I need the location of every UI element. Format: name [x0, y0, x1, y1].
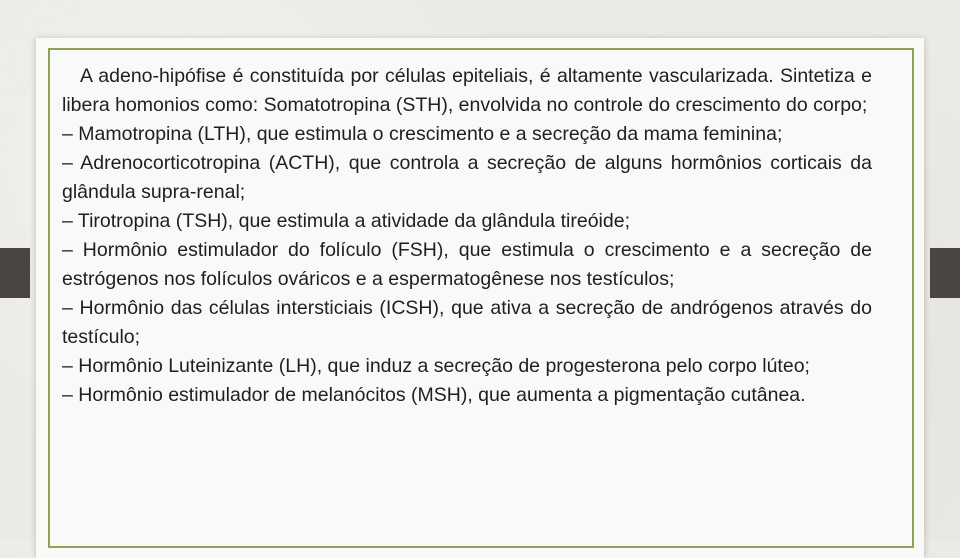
paragraph-intro: A adeno-hipófise é constituída por células epiteliais, é altamente vascularizada. Sintetiza e libera homonios como: Somatotropina (STH), envolvida no controle do crescimento do corpo;	[62, 65, 872, 116]
paragraph-tsh: – Tirotropina (TSH), que estimula a atividade da glândula tireóide;	[62, 210, 630, 232]
paragraph-acth: – Adrenocorticotropina (ACTH), que controla a secreção de alguns hormônios corticais da glândula supra-renal;	[62, 152, 872, 203]
paragraph-icsh: – Hormônio das células intersticiais (ICSH), que ativa a secreção de andrógenos através do testículo;	[62, 297, 872, 348]
paragraph-msh: – Hormônio estimulador de melanócitos (MSH), que aumenta a pigmentação cutânea.	[62, 384, 806, 406]
paragraph-lth: – Mamotropina (LTH), que estimula o crescimento e a secreção da mama feminina;	[62, 123, 783, 145]
paragraph-lh: – Hormônio Luteinizante (LH), que induz a secreção de progesterona pelo corpo lúteo;	[62, 355, 810, 377]
slide-text-body	[62, 62, 872, 410]
right-side-tab	[930, 248, 960, 298]
left-side-tab	[0, 248, 30, 298]
paragraph-fsh: – Hormônio estimulador do folículo (FSH), que estimula o crescimento e a secreção de estrógenos nos folículos ováricos e a espermatogênese nos testículos;	[62, 239, 872, 290]
